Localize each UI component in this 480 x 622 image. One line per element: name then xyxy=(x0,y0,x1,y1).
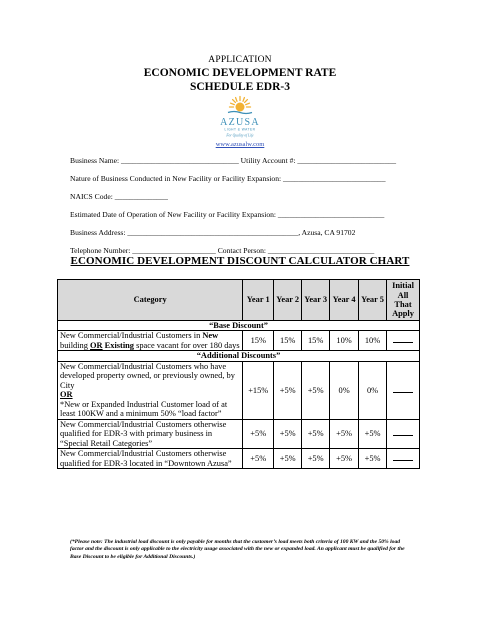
section-row xyxy=(58,321,420,331)
document-subtitle: SCHEDULE EDR-3 xyxy=(189,81,290,93)
special-retail-description: New Commercial/Industrial Customers otherwise qualified for EDR-3 with primary business in “Special Retail Categories” xyxy=(58,419,243,448)
initial-blank[interactable] xyxy=(387,419,420,448)
discount-calculator-table xyxy=(57,279,420,469)
year-5-value: 10% xyxy=(359,331,387,351)
base-discount-heading: “Base Discount” xyxy=(58,321,420,331)
year-4-value: +5% xyxy=(330,449,359,469)
sun-icon xyxy=(230,97,251,112)
header-initial: Initial All That Apply xyxy=(387,280,420,321)
header-year-2: Year 2 xyxy=(274,280,302,321)
year-5-value: +5% xyxy=(359,419,387,448)
year-4-value: +5% xyxy=(330,419,359,448)
year-5-value: +5% xyxy=(359,449,387,469)
year-1-value: +5% xyxy=(243,449,274,469)
business-address-line: Business Address: _____________________________________________, Azusa, CA 91702 xyxy=(70,228,356,237)
svg-text:AZUSA: AZUSA xyxy=(220,117,260,128)
footnote: (*Please note: The industrial load discount is only payable for months that the customer’s load meets both criteria of 100 KW and the 50% load factor and the discount is only applicable to the electricity usage associated with the new or expanded load. An applicant must be qualified for the Base Discount to be eligible for Additional Discounts.) xyxy=(70,539,405,560)
table-row xyxy=(58,331,420,351)
svg-text:For Quality of Life: For Quality of Life xyxy=(226,133,254,138)
table-row xyxy=(58,449,420,469)
header-category: Category xyxy=(58,280,243,321)
base-discount-description: New Commercial/Industrial Customers in New building OR Existing space vacant for over 180 days xyxy=(58,331,243,351)
business-name-line: Business Name: _______________________________ Utility Account #: __________________________ xyxy=(70,156,397,165)
year-4-value: 0% xyxy=(330,361,359,419)
website-link[interactable]: www.azusalw.com xyxy=(215,141,265,148)
initial-blank[interactable] xyxy=(387,361,420,419)
year-2-value: +5% xyxy=(274,361,302,419)
year-4-value: 10% xyxy=(330,331,359,351)
header-year-1: Year 1 xyxy=(243,280,274,321)
telephone-contact-line: Telephone Number: ______________________ Contact Person: ____________________________ xyxy=(70,246,375,255)
year-1-value: 15% xyxy=(243,331,274,351)
naics-code-line: NAICS Code: ______________ xyxy=(70,192,168,201)
year-2-value: +5% xyxy=(274,449,302,469)
year-3-value: +5% xyxy=(302,449,330,469)
application-label: APPLICATION xyxy=(208,55,272,65)
year-1-value: +15% xyxy=(243,361,274,419)
chart-title: ECONOMIC DEVELOPMENT DISCOUNT CALCULATOR CHART xyxy=(70,255,410,267)
section-row xyxy=(58,351,420,361)
year-5-value: 0% xyxy=(359,361,387,419)
city-property-description: New Commercial/Industrial Customers who have developed property owned, or previously owned, by City OR *New or Expanded Industrial Customer load of at least 100KW and a minimum 50% “load factor” xyxy=(58,361,243,419)
additional-discounts-heading: “Additional Discounts” xyxy=(58,351,420,361)
azusa-logo xyxy=(212,95,268,139)
year-3-value: 15% xyxy=(302,331,330,351)
year-3-value: +5% xyxy=(302,361,330,419)
svg-text:LIGHT & WATER: LIGHT & WATER xyxy=(224,127,256,132)
table-row xyxy=(58,419,420,448)
header-year-4: Year 4 xyxy=(330,280,359,321)
year-1-value: +5% xyxy=(243,419,274,448)
nature-of-business-line: Nature of Business Conducted in New Facility or Facility Expansion: ___________________________ xyxy=(70,174,386,183)
downtown-azusa-description: New Commercial/Industrial Customers otherwise qualified for EDR-3 located in “Downtown Azusa” xyxy=(58,449,243,469)
year-2-value: 15% xyxy=(274,331,302,351)
document-title: ECONOMIC DEVELOPMENT RATE xyxy=(143,67,337,79)
water-wave-icon xyxy=(228,112,252,114)
header-year-5: Year 5 xyxy=(359,280,387,321)
date-of-operation-line: Estimated Date of Operation of New Facility or Facility Expansion: ____________________________ xyxy=(70,210,385,219)
initial-blank[interactable] xyxy=(387,331,420,351)
year-2-value: +5% xyxy=(274,419,302,448)
header-year-3: Year 3 xyxy=(302,280,330,321)
table-row xyxy=(58,361,420,419)
year-3-value: +5% xyxy=(302,419,330,448)
initial-blank[interactable] xyxy=(387,449,420,469)
table-header-row xyxy=(58,280,420,321)
